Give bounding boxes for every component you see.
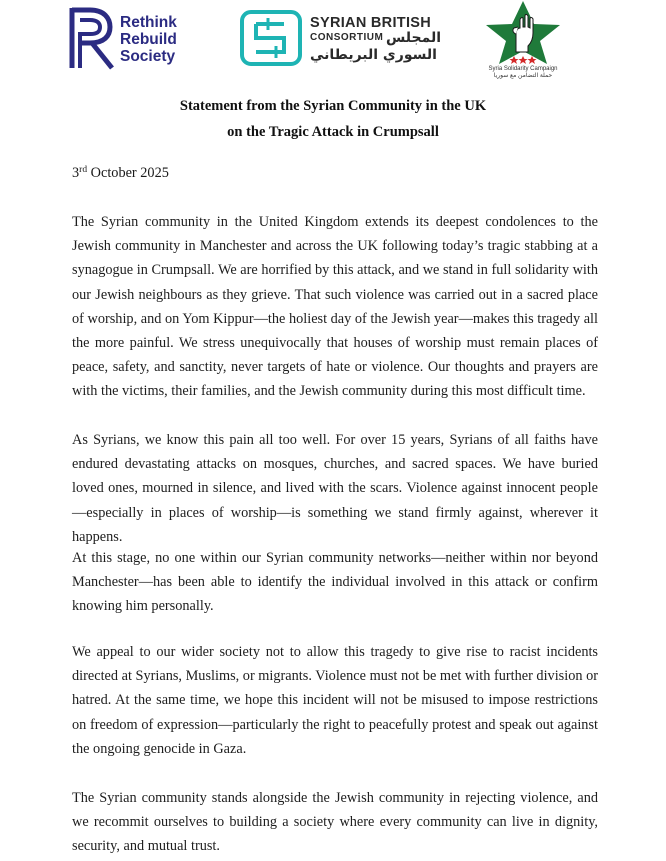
ssc-star-fist-icon	[478, 0, 568, 66]
rethink-rebuild-society-logo	[68, 4, 198, 70]
date-rest: October 2025	[87, 165, 169, 181]
logo-header	[0, 0, 666, 82]
paragraph-commitment: The Syrian community stands alongside the Jewish community in rejecting violence, and we recommit ourselves to building a society where every community can live in dignity, security, and mutual trust.	[72, 790, 598, 855]
ssc-caption-ar: حملة التضامن مع سوريا	[493, 73, 553, 79]
ssc-caption	[480, 66, 566, 80]
sbc-arabic-line2: السوري البريطاني	[310, 47, 437, 63]
paragraph-appeal: We appeal to our wider society not to allow this tragedy to give rise to racist incidents directed at Syrians, Muslims, or migrants. Violence must not be met with further division or hatred. At the same time, we hope this incident will not be misused to impose restrictions on freedom of expression—particularly the right to peacefully protest and speak out against the ongoing genocide in Gaza.	[72, 644, 598, 757]
rrs-r-mark-icon	[68, 6, 118, 70]
rrs-line: Society	[120, 48, 176, 65]
rrs-line: Rebuild	[120, 31, 177, 48]
ssc-caption-en: Syria Solidarity Campaign	[488, 66, 558, 72]
syrian-british-consortium-logo	[240, 10, 440, 70]
statement-title	[0, 93, 666, 145]
sbc-arabic-line1: المجلس	[386, 30, 442, 46]
paragraph-identification: At this stage, no one within our Syrian community networks—neither within nor beyond Manchester—has been able to identify the individual involved in this attack or confirm knowing him personally.	[72, 550, 598, 615]
syria-solidarity-campaign-logo	[478, 0, 568, 84]
sbc-line1: SYRIAN BRITISH	[310, 15, 432, 31]
sbc-mark-icon	[240, 10, 304, 66]
statement-date	[72, 163, 169, 183]
rrs-line: Rethink	[120, 14, 177, 31]
paragraph-syrian-experience: As Syrians, we know this pain all too well. For over 15 years, Syrians of all faiths have endured devastating attacks on mosques, churches, and sacred spaces. We have buried loved ones, mourned in silence, and lived with the scars. Violence against innocent people—especially in places of worship—is something we stand firmly against, wherever it happens.	[72, 432, 598, 545]
title-line2: on the Tragic Attack in Crumpsall	[227, 124, 439, 140]
rrs-wordmark	[120, 14, 177, 65]
date-suffix: rd	[79, 165, 88, 175]
date-day: 3	[72, 165, 80, 181]
paragraph-condolences: The Syrian community in the United Kingdom extends its deepest condolences to the Jewish community in Manchester and across the UK following today’s tragic stabbing at a synagogue in Crumpsall. We are horrified by this attack, and we stand in full solidarity with our Jewish neighbours as they grieve. That such violence was carried out in a sacred place of worship, and on Yom Kippur—the holiest day of the Jewish year—makes this tragedy all the more painful. We stress unequivocally that houses of worship must remain places of peace, safety, and sanctity, never targets of hate or violence. Our thoughts and prayers are with the victims, their families, and the Jewish community during this most difficult time.	[72, 214, 598, 400]
title-line1: Statement from the Syrian Community in the UK	[179, 98, 487, 114]
sbc-line2: CONSORTIUM	[310, 32, 384, 43]
